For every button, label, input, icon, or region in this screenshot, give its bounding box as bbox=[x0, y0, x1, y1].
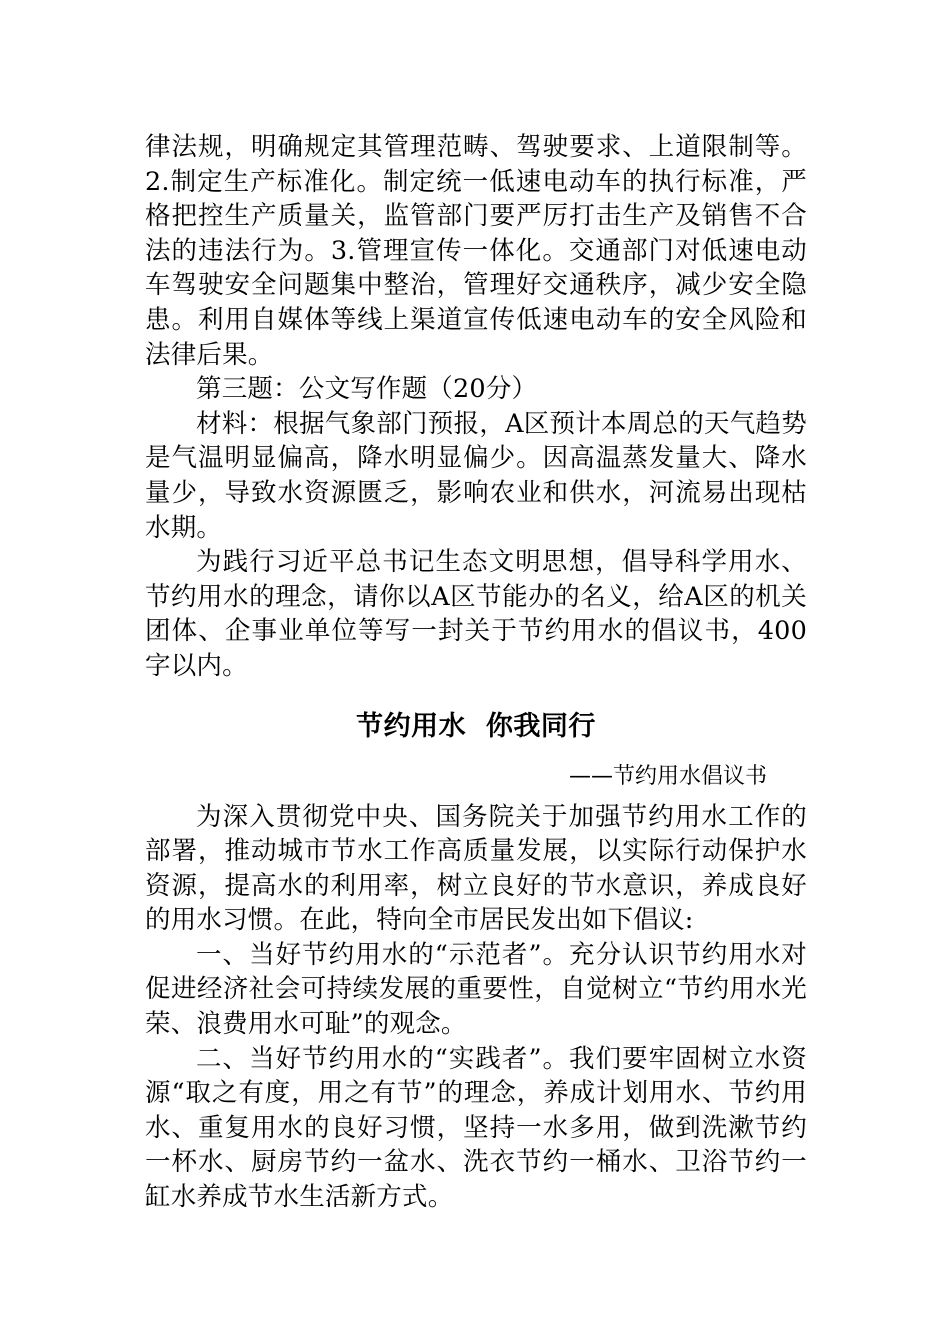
task-paragraph: 为践行习近平总书记生态文明思想，倡导科学用水、节约用水的理念，请你以A区节能办的名义，给A区的机关团体、企事业单位等写一封关于节约用水的倡议书，400字以内。 bbox=[145, 547, 807, 681]
material-paragraph: 材料：根据气象部门预报，A区预计本周总的天气趋势是气温明显偏高，降水明显偏少。因高温蒸发量大、降水量少，导致水资源匮乏，影响农业和供水，河流易出现枯水期。 bbox=[145, 408, 807, 543]
continued-paragraph: 律法规，明确规定其管理范畴、驾驶要求、上道限制等。2.制定生产标准化。制定统一低速电动车的执行标准，严格把控生产质量关，监管部门要严厉打击生产及销售不合法的违法行为。3.管理宣传一体化。交通部门对低速电动车驾驶安全问题集中整治，管理好交通秩序，减少安全隐患。利用自媒体等线上渠道宣传低速电动车的安全风险和法律后果。 bbox=[145, 132, 807, 370]
essay-title: 节约用水 你我同行 bbox=[356, 710, 596, 742]
essay-point-two: 二、当好节约用水的“实践者”。我们要牢固树立水资源“取之有度，用之有节”的理念，养成计划用水、节约用水、重复用水的良好习惯，坚持一水多用，做到洗漱节约一杯水、厨房节约一盆水、洗衣节约一桶水、卫浴节约一缸水养成节水生活新方式。 bbox=[145, 1043, 807, 1213]
essay-point-one: 一、当好节约用水的“示范者”。充分认识节约用水对促进经济社会可持续发展的重要性，自觉树立“节约用水光荣、浪费用水可耻”的观念。 bbox=[145, 939, 807, 1040]
essay-subtitle: ——节约用水倡议书 bbox=[568, 763, 767, 789]
essay-intro-paragraph: 为深入贯彻党中央、国务院关于加强节约用水工作的部署，推动城市节水工作高质量发展，以实际行动保护水资源，提高水的利用率，树立良好的节水意识，养成良好的用水习惯。在此，特向全市居民发出如下倡议: bbox=[145, 801, 807, 936]
document-page bbox=[145, 130, 807, 1215]
question-heading: 第三题：公文写作题（20分） bbox=[196, 374, 538, 405]
